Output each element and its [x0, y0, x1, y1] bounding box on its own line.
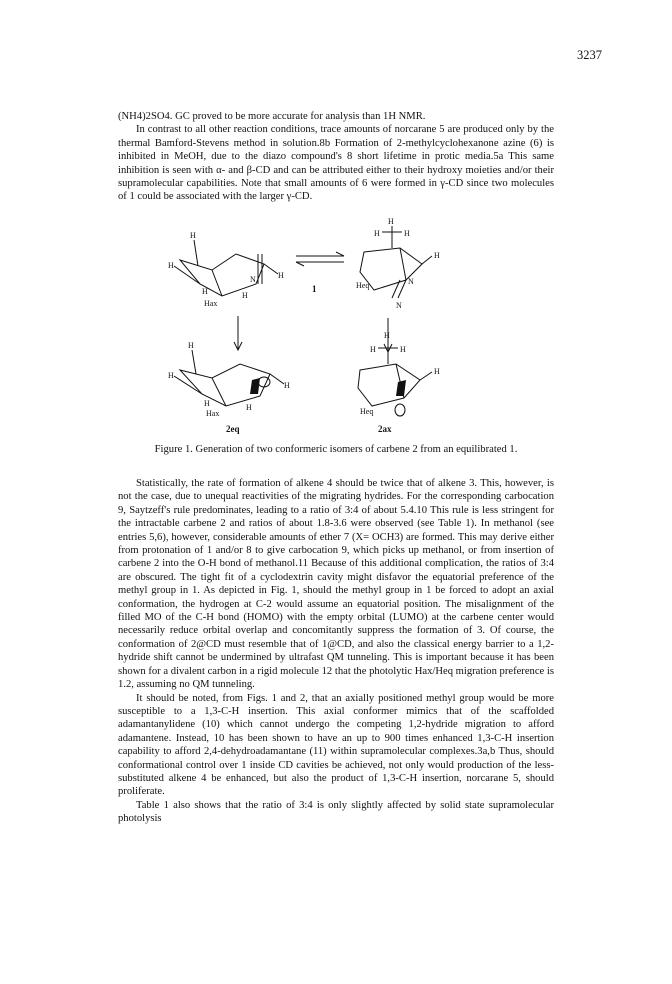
paragraph: Statistically, the rate of formation of alkene 4 should be twice that of alkene 3. This, however, is not the case, due to unequal reactivities of the migrating hydrides. For the corresponding carbocation 9, Saytzeff's rule predominates, leading to a ratio of 3:4 of about 5.4.10 This rule is less stringent for the intractable carbene 2 and ratios of about 1.8-3.6 were observed (see Table 1). In methanol (see entries 5,6), however, considerable amounts of ether 7 (X= OCH3) are formed. This may derive either from protonation of 1 and/or 8 to give carbocation 9, which picks up methanol, or from insertion of carbene 2 into the O-H bond of methanol.11 Because of this additional complication, the ratios of 3:4 are obscured. The tight fit of a cyclodextrin cavity might disfavor the equatorial preference of the methyl group in 1. As depicted in Fig. 1, should the methyl group in 1 be forced to adopt an axial conformation, the hydrogen at C-2 would assume an equatorial position. The misalignment of the filled MO of the C-H bond (HOMO) with the empty orbital (LUMO) at the carbene center would necessarily reduce orbital overlap and concomitantly suppress the formation of 3. Of course, the conformation of 2@CD must resemble that of 1@CD, and also the classical energy barrier to a 1,2-hydride shift cannot be undermined by ultrafast QM tunneling. This is important because it has been shown for a divalent carbon in a rigid molecule 12 that the photolytic Hax/Heq migration preference is 1.2, assuming no QM tunneling.	[118, 478, 554, 691]
atom-label-h: H	[434, 251, 440, 260]
atom-label-h: H	[246, 403, 252, 412]
compound-label-1: 1	[312, 284, 317, 294]
atom-label-h: H	[400, 345, 406, 354]
atom-label-h: H	[404, 229, 410, 238]
atom-label-heq: Heq	[356, 281, 370, 290]
atom-label-h: H	[190, 231, 196, 240]
body-text	[118, 477, 554, 826]
paragraph: Table 1 also shows that the ratio of 3:4 is only slightly affected by solid state supramolecular photolysis	[118, 799, 554, 825]
atom-label-h: H	[188, 341, 194, 350]
atom-label-h: H	[284, 381, 290, 390]
intro-text	[118, 110, 554, 204]
paragraph: (NH4)2SO4. GC proved to be more accurate for analysis than 1H NMR.	[118, 111, 426, 122]
atom-label-h: H	[168, 371, 174, 380]
figure-caption: Figure 1. Generation of two conformeric isomers of carbene 2 from an equilibrated 1.	[154, 444, 518, 455]
atom-label-hax: Hax	[206, 409, 220, 418]
atom-label-h: H	[242, 291, 248, 300]
paragraph: It should be noted, from Figs. 1 and 2, that an axially positioned methyl group would be more susceptible to a 1,3-C-H insertion. This axial conformer mimics that of the scaffolded adamantanylidene (10) which cannot undergo the competing 1,2-hydride migration to afford adamantene. Instead, 10 has been shown to have an up to 900 times enhanced 1,3-C-H insertion capability to afford 2,4-dehydroadamantane (11) within supramolecular complexes.3a,b Thus, should conformational control over 1 inside CD cavities be achieved, not only would production of the less-substituted alkene 4 be enhanced, but also the product of 1,3-C-H insertion, norcarane 5, should proliferate.	[118, 692, 554, 798]
atom-label-h: H	[434, 367, 440, 376]
atom-label-h: H	[168, 261, 174, 270]
atom-label-n: N	[408, 277, 414, 286]
atom-label-h: H	[278, 271, 284, 280]
paragraph: In contrast to all other reaction conditions, trace amounts of norcarane 5 are produced only by the thermal Bamford-Stevens method in solution.8b Formation of 2-methylcyclohexanone azine (6) is inhibited in MeOH, due to the diazo compound's 8 short lifetime in protic media.5a This same inhibition is seen with α- and β-CD and can be attributed either to their hydroxy moieties and/or their supramolecular capabilities. Note that small amounts of 6 were formed in γ-CD since two molecules of 1 could be associated with the larger γ-CD.	[118, 124, 554, 203]
atom-label-n: N	[250, 275, 256, 284]
atom-label-h: H	[374, 229, 380, 238]
atom-label-h: H	[384, 331, 390, 340]
atom-label-n: N	[396, 301, 402, 310]
compound-label-2eq: 2eq	[226, 424, 240, 434]
reaction-scheme	[160, 218, 490, 438]
atom-label-h: H	[388, 218, 394, 226]
atom-label-h: H	[204, 399, 210, 408]
figure-1	[160, 218, 490, 438]
compound-label-2ax: 2ax	[378, 424, 392, 434]
page-number: 3237	[577, 48, 602, 62]
atom-label-h: H	[202, 287, 208, 296]
atom-label-hax: Hax	[204, 299, 218, 308]
atom-label-h: H	[370, 345, 376, 354]
atom-label-heq: Heq	[360, 407, 374, 416]
